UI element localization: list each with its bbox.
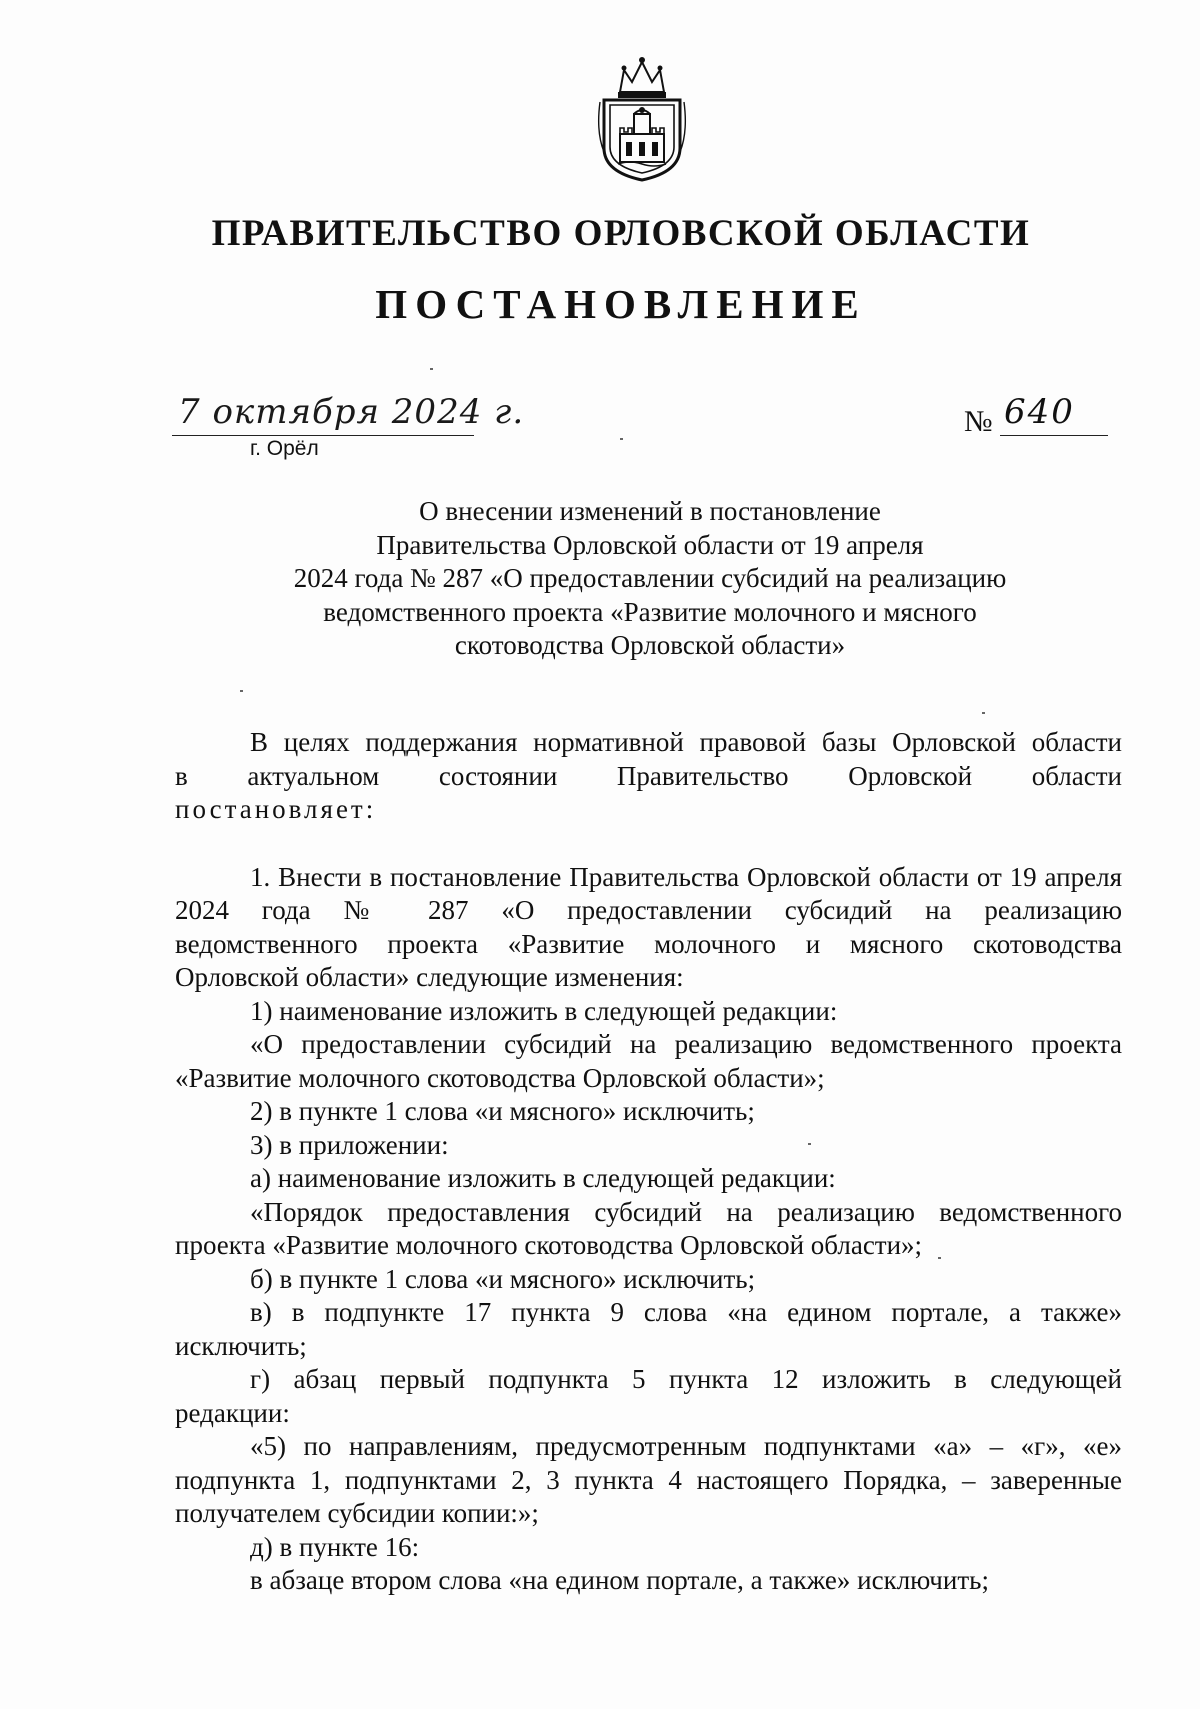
preamble-line: постановляет: [175, 794, 377, 824]
scan-speck [240, 690, 243, 692]
handwritten-number: 640 [1004, 392, 1075, 432]
subject-line: 2024 года № 287 «О предоставлении субсидий на реализацию [293, 563, 1007, 593]
subitem-3a-quote-line: «Порядок предоставления субсидий на реализацию ведомственного [250, 1196, 1122, 1227]
scan-speck [430, 368, 433, 370]
subitem-3v-line: исключить; [175, 1330, 307, 1361]
item-1-line: Орловской области» следующие изменения: [175, 962, 684, 992]
scan-speck [982, 712, 985, 714]
subitem-3v-line: в) в подпункте 17 пункта 9 слова «на едином портале, а также» [250, 1297, 1122, 1327]
subject-line: ведомственного проекта «Развитие молочного и мясного [323, 596, 977, 627]
subitem-3d: д) в пункте 16: [250, 1531, 420, 1562]
subitem-1-quote-line: «Развитие молочного скотоводства Орловской области»; [175, 1062, 825, 1093]
subject-line: скотоводства Орловской области» [454, 630, 846, 660]
item-1-line: 2024 года № 287 «О предоставлении субсидий на реализацию [175, 895, 1122, 925]
document-subject [200, 495, 1100, 663]
subitem-3g-quote-line: «5) по направлениям, предусмотренным подпунктами «а» – «г», «е» [250, 1431, 1122, 1461]
item-1-line: 1. Внести в постановление Правительства Орловской области от 19 апреля [250, 861, 1122, 892]
subject-line: О внесении изменений в постановление [419, 496, 881, 526]
scan-speck [620, 438, 623, 440]
organization-title: ПРАВИТЕЛЬСТВО ОРЛОВСКОЙ ОБЛАСТИ [211, 213, 1031, 254]
subitem-3g-line: г) абзац первый подпункта 5 пункта 12 изложить в следующей [250, 1364, 1122, 1394]
subitem-1: 1) наименование изложить в следующей редакции: [250, 995, 838, 1026]
city-label: г. Орёл [250, 437, 319, 460]
preamble-line: в актуальном состоянии Правительство Орловской области [175, 760, 1122, 791]
subject-line: Правительства Орловской области от 19 апреля [376, 529, 924, 560]
subitem-3g-line: редакции: [175, 1397, 290, 1428]
document-body [175, 726, 1122, 1598]
document-type-title: ПОСТАНОВЛЕНИЕ [375, 281, 867, 327]
coat-of-arms-emblem [596, 52, 688, 182]
subitem-2: 2) в пункте 1 слова «и мясного» исключить; [250, 1096, 755, 1126]
preamble-line: В целях поддержания нормативной правовой базы Орловской области [250, 727, 1122, 757]
number-underline [1000, 435, 1108, 436]
date-underline [172, 435, 474, 436]
subitem-3b: б) в пункте 1 слова «и мясного» исключить; [250, 1263, 756, 1294]
item-1-line: ведомственного проекта «Развитие молочного и мясного скотоводства [175, 928, 1122, 959]
subitem-1-quote-line: «О предоставлении субсидий на реализацию ведомственного проекта [250, 1029, 1122, 1059]
subitem-3g-quote-line: получателем субсидии копии:»; [175, 1498, 539, 1528]
subitem-3g-quote-line: подпункта 1, подпунктами 2, 3 пункта 4 настоящего Порядка, – заверенные [175, 1464, 1122, 1495]
subitem-3a-quote-line: проекта «Развитие молочного скотоводства Орловской области»; [175, 1230, 923, 1260]
subitem-3d-text: в абзаце втором слова «на едином портале, а также» исключить; [250, 1565, 989, 1595]
number-sign: № [964, 405, 993, 438]
subitem-3: 3) в приложении: [250, 1129, 449, 1160]
handwritten-date: 7 октября 2024 г. [178, 392, 525, 432]
scan-speck [808, 1143, 811, 1145]
scan-speck [938, 1257, 941, 1259]
subitem-3a: а) наименование изложить в следующей редакции: [250, 1163, 836, 1193]
